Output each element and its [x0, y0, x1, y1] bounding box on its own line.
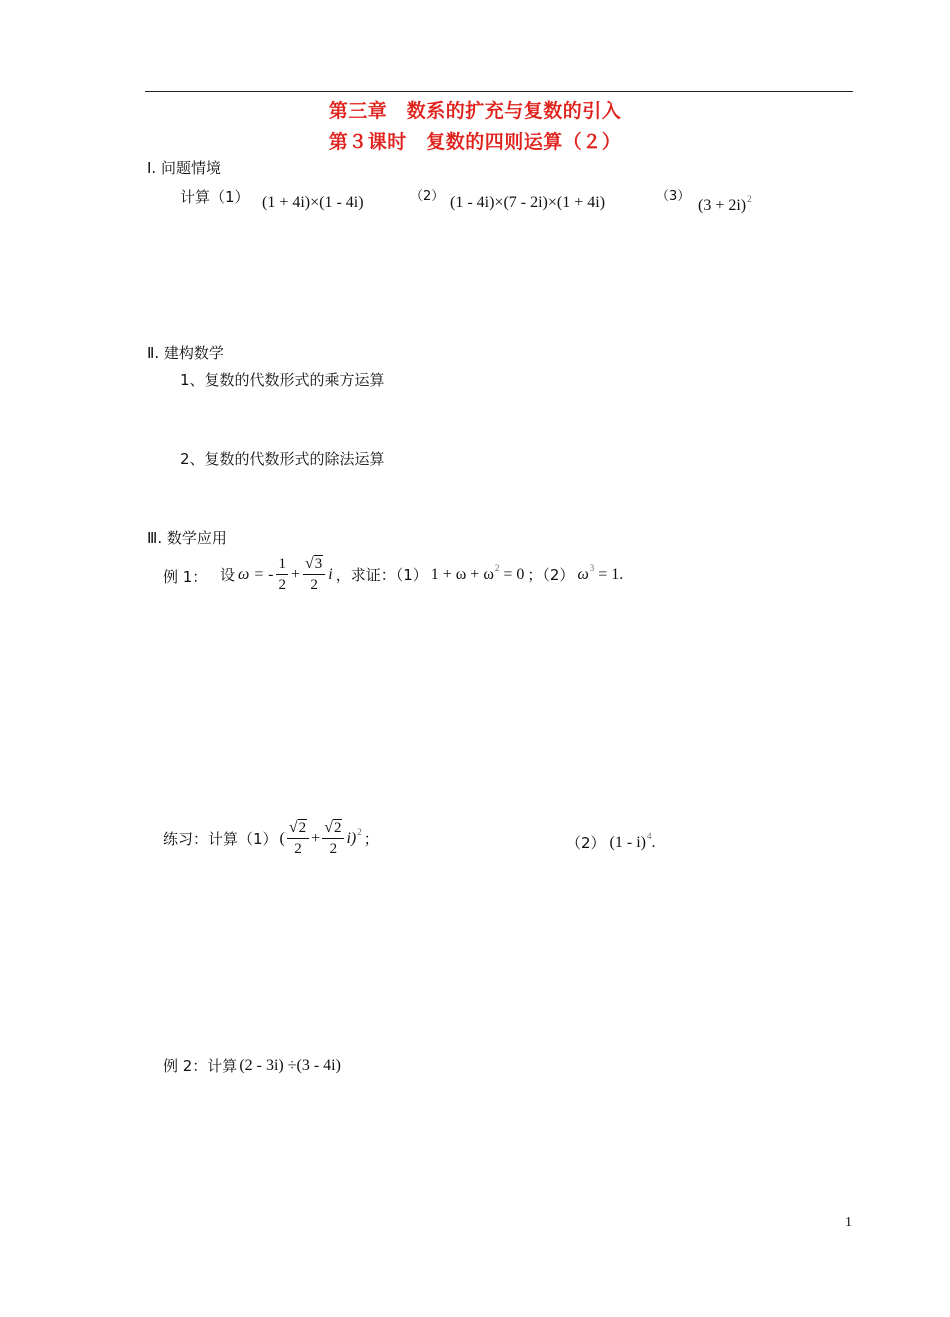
example-2-expr: (2 - 3i) ÷(3 - 4i)	[239, 1056, 341, 1074]
eq2-left: ω	[577, 565, 589, 583]
fraction-numerator-sqrt: √3	[303, 556, 325, 575]
section-3-heading: Ⅲ. 数学应用	[147, 529, 227, 547]
fraction-numerator-sqrt: √2	[287, 820, 309, 839]
plus-sign: +	[290, 565, 300, 583]
sqrt-radicand: 2	[298, 820, 307, 836]
expr-2: (1 - 4i)×(7 - 2i)×(1 + 4i)	[450, 194, 606, 211]
fraction-numerator-sqrt: √2	[322, 820, 344, 839]
semicolon: ；	[363, 830, 379, 848]
chapter-title: 第三章 数系的扩充与复数的引入	[328, 100, 622, 122]
omega-def: ω = -	[238, 565, 274, 583]
fraction-one-half	[276, 557, 288, 593]
fraction-denominator: 2	[329, 841, 338, 857]
practice-label: 练习：计算（1）	[163, 830, 278, 848]
eq1-exponent: 2	[494, 562, 500, 573]
example-1-statement	[220, 556, 623, 593]
page-number: 1	[845, 1215, 852, 1230]
example-2	[163, 1055, 341, 1076]
practice-exponent: 2	[357, 826, 362, 837]
practice-2-base: (1 - i)	[609, 833, 646, 851]
expr-1	[262, 194, 364, 212]
label-2: （2）	[410, 189, 445, 204]
section-2-heading: Ⅱ. 建构数学	[147, 344, 224, 362]
construct-item-2: 2、复数的代数形式的除法运算	[180, 450, 385, 468]
label-3: （3）	[656, 189, 691, 204]
fraction-denominator: 2	[310, 577, 318, 593]
construct-item-1: 1、复数的代数形式的乘方运算	[180, 371, 385, 389]
close-paren-text: i)	[346, 829, 357, 847]
fraction-root3-half	[303, 556, 325, 593]
example-1-set: 设	[220, 566, 236, 584]
eq1-left: 1 + ω + ω	[430, 565, 494, 583]
example-2-label: 例 2：计算	[163, 1057, 238, 1075]
practice-2-expr	[609, 830, 656, 852]
equation-1	[430, 562, 525, 584]
imag-unit: i	[328, 565, 333, 583]
example-1-label: 例 1：	[163, 568, 208, 586]
equation-2	[577, 562, 624, 584]
fraction-root2-half-a	[287, 820, 309, 857]
fraction-denominator: 2	[278, 576, 286, 593]
section-1-heading: Ⅰ. 问题情境	[147, 159, 221, 177]
expr-3-exponent: 2	[747, 194, 752, 204]
separator: ；（2）	[527, 566, 575, 584]
prove-text: ，求证：（1）	[335, 566, 428, 584]
sqrt-radicand: 3	[314, 556, 323, 572]
fraction-denominator: 2	[294, 841, 302, 857]
expr-3-base: (3 + 2i)	[698, 197, 747, 214]
compute-lead: 计算（1）	[180, 188, 250, 206]
eq1-right: = 0	[499, 565, 525, 583]
practice-2	[566, 832, 655, 853]
open-paren: (	[279, 829, 285, 847]
header-rule	[145, 91, 853, 92]
plus-sign: +	[311, 829, 321, 847]
fraction-root2-half-b	[322, 820, 344, 857]
fraction-numerator: 1	[276, 557, 288, 575]
close-paren	[346, 826, 362, 848]
expr-3	[698, 194, 752, 215]
eq2-exponent: 3	[589, 562, 595, 573]
expr-1-text: (1 + 4i)×(1 - 4i)	[262, 194, 364, 211]
eq2-right: = 1.	[594, 565, 624, 583]
practice-statement	[163, 820, 379, 857]
practice-2-dot: .	[651, 833, 656, 851]
sqrt-radicand: 2	[333, 820, 342, 836]
lesson-title: 第３课时 复数的四则运算（２）	[328, 131, 622, 153]
practice-2-exponent: 4	[646, 830, 652, 841]
practice-2-label: （2）	[566, 834, 606, 852]
